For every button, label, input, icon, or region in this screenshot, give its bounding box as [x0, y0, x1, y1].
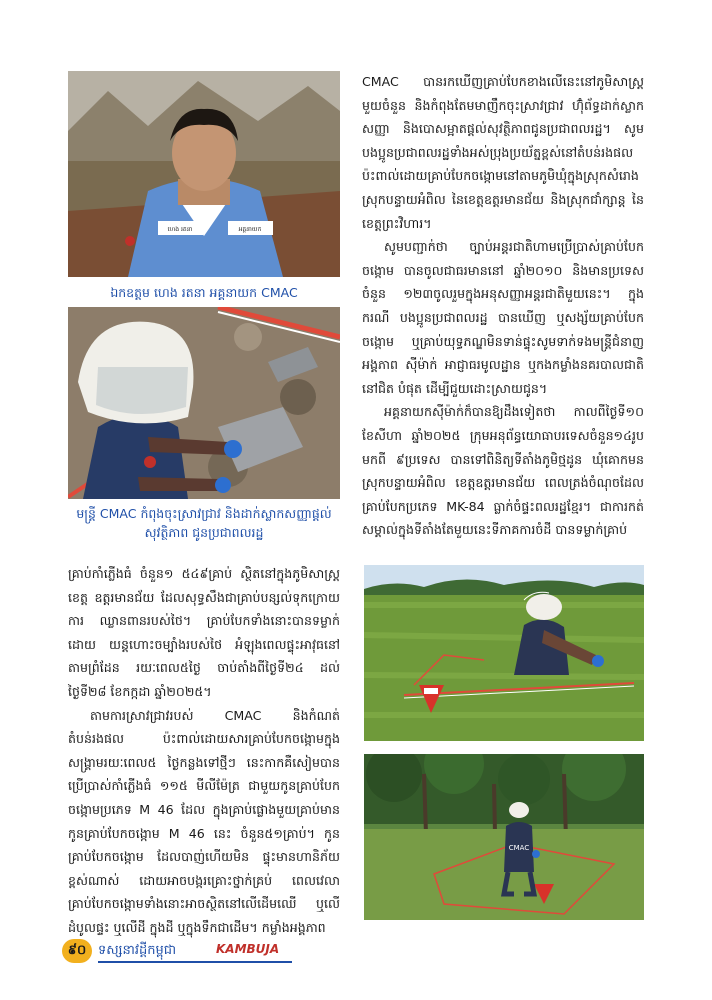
director-badge-left: ហេង រតនា: [167, 226, 193, 233]
page-number: ៩០: [62, 939, 92, 963]
director-photo: [68, 71, 340, 277]
director-caption: ឯកឧត្តម ហេង រតនា អគ្គនាយក CMAC: [110, 285, 298, 300]
article-left-column: [68, 562, 340, 940]
officer-caption: [68, 504, 340, 542]
officer-caption-line1: មន្ត្រី CMAC កំពុងចុះស្រាវជ្រាវ និងដាក់ស្លាកសញ្ញាផ្តល់: [76, 506, 332, 521]
brand-name: KAMBUJA: [216, 942, 280, 956]
field2-vest-label: CMAC: [508, 844, 530, 852]
left-paragraph-2: តាមការស្រាវជ្រាវរបស់ CMAC និងកំណត់តំបន់រងផល ប៉ះពាល់ដោយសារគ្រាប់បែកចង្កោមក្នុងសង្គ្រាមរយៈពេល៥ ថ្ងៃកន្លងទៅថ្មីៗ នេះកាកគឺសៀមបានប្រើប្រាស់កាំភ្លើងធំ ១១៥ មីលីម៉ែត្រ ជាមួយកូនគ្រាប់បែកចង្កោមប្រភេទ M 46 ដែល ក្នុងគ្រាប់ផ្លោងមួយគ្រាប់មានកូនគ្រាប់បែកចង្កោម M 46 នេះ ចំនួន៥១គ្រាប់។ កូនគ្រាប់បែកចង្កោម ដែលបាញ់ហើយមិន ផ្ទុះមានហានិភ័យខ្ពស់ណាស់ ដោយអាចបង្ករគ្រោះថ្នាក់គ្រប់ ពេលវេលា គ្រាប់បែកចង្កោមទាំងនោះអាចស្ថិតនៅលើដើមឈើ ឬលើដំបូលផ្ទះ ឬលើដី ក្នុងដី ឬក្នុងទឹកជាដើម។ កម្លាំងអង្គភាព: [68, 707, 340, 935]
right-paragraph-2: សូមបញ្ជាក់ថា ច្បាប់អន្តរជាតិហាមប្រើប្រាស់គ្រាប់បែក ចង្កោម បានចូលជាធរមាននៅ ឆ្នាំ២០១០ និងមានប្រទេស ចំនួន ១២៣ចូលរួមក្នុងអនុសញ្ញាអន្តរជាតិមួយនេះ។ ក្នុងករណី បងប្អូនប្រជាពលរដ្ឋ បានឃើញ ឬសង្ស័យគ្រាប់បែកចង្កោម ឬគ្រាប់យុទ្ធភណ្ឌមិនទាន់ផ្ទុះសូមទាក់ទងមន្ត្រីជំនាញអង្គភាព ស៊ីម៉ាក់ អាជ្ញាធរមូលដ្ឋាន ឬកងកម្លាំងនគរបាលជាតិនៅជិត បំផុត ដើម្បីជួយដោះស្រាយជូន។: [362, 239, 644, 396]
left-paragraph-1: គ្រាប់កាំភ្លើងធំ ចំនួន១ ៥៤៩គ្រាប់ ស្ថិតនៅក្នុងភូមិសាស្ត្រខេត្ត ឧត្តរមានជ័យ ដែលសុទ្ធសឹងជាគ្រាប់បន្សល់ទុកក្រោយការ ឈ្លានពានរបស់ថៃ។ គ្រាប់បែកទាំងនោះបានទម្លាក់ដោយ យន្តហោះចម្បាំងរបស់ថៃ អំឡុងពេលផ្ទុះអាវុធនៅតាមព្រំដែន រយៈពេល៥ថ្ងៃ ចាប់តាំងពីថ្ងៃទី២៤ ដល់ថ្ងៃទី២៨ ខែកក្កដា ឆ្នាំ២០២៥។: [68, 566, 340, 699]
field-photo-1: [364, 565, 644, 741]
footer-divider: [98, 961, 292, 963]
right-paragraph-3: អគ្គនាយកស៊ីម៉ាក់ក៏បានឱ្យដឹងទៀតថា កាលពីថ្ងៃទី១០ ខែសីហា ឆ្នាំ២០២៥ ក្រុមអនុព័ន្ធយោធាបរទេសចំនួន១៤រូប មកពី ៩ប្រទេស បានទៅពិនិត្យទីតាំងភូមិថ្មដូន ឃុំគោកមន ស្រុកបន្ទាយអំពិល ខេត្តឧត្តរមានជ័យ ពេលត្រង់ចំណុចដែល គ្រាប់បែកប្រភេទ MK-84 ធ្លាក់ចំផ្ទះពលរដ្ឋខ្មែរ។ ជាការកត់ សម្គាល់ក្នុងទីតាំងតែមួយនេះទីភាគការចំដី បានទម្លាក់គ្រាប់: [362, 404, 644, 538]
right-paragraph-1: CMAC បានរកឃើញគ្រាប់បែកខាងលើនេះនៅភូមិសាស្ត្រ មួយចំនួន និងកំពុងតែមមាញឹកចុះស្រាវជ្រាវ ហ៊ុំព័ទ្ធដាក់ស្លាក សញ្ញា និងបោសម្អាតផ្តល់សុវត្ថិភាពជូនប្រជាពលរដ្ឋ។ សូម បងប្អូនប្រជាពលរដ្ឋទាំងអស់ប្រុងប្រយ័ត្នខ្ពស់នៅតំបន់រងផល ប៉ះពាល់ដោយគ្រាប់បែកចង្កោមនៅតាមភូមិឃុំក្នុងស្រុកសំរោង ស្រុកបន្ទាយអំពិល នៃខេត្តឧត្តរមានជ័យ និងស្រុកជាំក្សាន្ត នៃខេត្តព្រះវិហារ។: [362, 74, 644, 231]
magazine-name: ទស្សនាវដ្តីកម្ពុជា: [98, 943, 177, 958]
article-right-column: [362, 70, 644, 542]
director-badge-right: អគ្គនាយក: [238, 226, 262, 233]
page-footer: [62, 937, 292, 967]
officer-caption-line2: សុវត្ថិភាព ជូនប្រជាពលរដ្ឋ: [144, 525, 264, 540]
officer-photo: [68, 307, 340, 499]
field-photo-2: [364, 754, 644, 920]
